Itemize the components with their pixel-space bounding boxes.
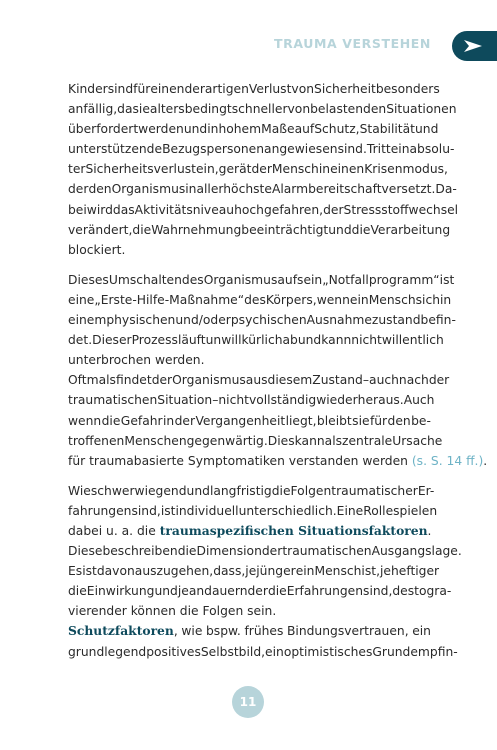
word: hohem — [218, 122, 262, 137]
word: und — [297, 333, 322, 348]
word: optimistisches — [283, 644, 373, 659]
word: nicht — [351, 333, 382, 348]
word: hochgefahren, — [234, 202, 324, 217]
text-line — [68, 119, 439, 139]
text-segment: für traumabasierte Symptomatiken verstanden werden — [68, 453, 412, 468]
paragraph-1 — [68, 79, 459, 260]
word: sind. — [337, 142, 367, 157]
word: einem — [68, 313, 107, 328]
word: Verlust — [248, 82, 292, 96]
word: „Erste-Hilfe-Maßnahme“ — [94, 292, 245, 307]
word: ein — [349, 292, 369, 307]
word: Es — [68, 564, 83, 579]
word: Sicherheit — [314, 82, 376, 96]
word: Krisenmodus, — [364, 162, 448, 177]
word: ab — [282, 333, 298, 348]
word: wenn — [316, 292, 350, 307]
word: heftiger — [390, 564, 440, 579]
word: andauernder — [188, 584, 268, 599]
word: Umschalten — [108, 272, 182, 287]
word: gerät — [218, 162, 252, 177]
word: Mensch — [368, 292, 416, 307]
word: unwillkürlich — [205, 333, 283, 348]
word: je — [379, 564, 391, 579]
word: troffenen — [68, 433, 125, 448]
word: Menschen — [124, 433, 187, 448]
text-segment: dabei u. a. die — [68, 523, 160, 538]
word: Erfahrungen — [286, 584, 364, 599]
word: Dieses — [68, 272, 109, 287]
word: anfällig, — [68, 102, 118, 117]
text-line — [68, 370, 450, 390]
word: Aktivitätsniveau — [134, 202, 235, 217]
word: positives — [146, 644, 201, 659]
word: die — [101, 413, 121, 428]
word: Mensch — [314, 564, 362, 579]
word: der — [323, 202, 344, 217]
word: den — [387, 413, 411, 428]
word: Verarbeitung — [370, 222, 451, 237]
word: Sicherheitsverlust — [85, 162, 196, 177]
word: auf — [277, 272, 298, 287]
word: Einwirkung — [86, 584, 155, 599]
word: liegt, — [285, 413, 317, 428]
word: Ausgangslage. — [371, 544, 462, 559]
word: ein — [412, 624, 431, 639]
paragraph-2 — [68, 270, 488, 471]
text-line — [68, 621, 431, 641]
key-term: traumaspezifischen Situationsfaktoren — [159, 522, 428, 538]
word: Organismus — [111, 182, 186, 197]
word: Maße — [261, 122, 295, 137]
word: Wahrnehmung — [151, 222, 242, 237]
word: auf — [294, 122, 315, 137]
page-reference-link[interactable]: (s. S. 14 ff.) — [411, 453, 484, 468]
word: Dieser — [92, 333, 132, 348]
word: bei — [68, 202, 87, 217]
word: zentrale — [342, 433, 393, 448]
word: Dies — [267, 433, 295, 448]
word: Vergangenheit — [195, 413, 286, 428]
word: als — [324, 433, 343, 448]
word: aus — [245, 373, 268, 388]
word: bspw. — [205, 624, 241, 639]
word: desto — [392, 584, 427, 599]
word: des — [181, 272, 204, 287]
word: den — [88, 182, 112, 197]
word: ein, — [195, 162, 219, 177]
word: schwerwiegend — [90, 483, 187, 498]
word: unterschiedlich. — [238, 503, 337, 518]
word: und — [328, 222, 352, 237]
word: angewiesen — [264, 142, 338, 157]
text-line — [68, 451, 488, 471]
word: absolu- — [409, 142, 455, 157]
arrow-right-icon — [462, 39, 484, 53]
section-header: TRAUMA VERSTEHEN — [273, 36, 431, 51]
word: belastenden — [310, 102, 387, 117]
word: und — [186, 483, 210, 498]
word: nicht — [218, 393, 249, 408]
word: Da- — [435, 182, 457, 197]
word: und/oder — [175, 313, 231, 328]
word: ist, — [361, 564, 380, 579]
word: Situationen — [386, 102, 457, 117]
text-line: vierender können die Folgen sein. — [68, 604, 277, 619]
word: sind, — [363, 584, 393, 599]
word: Zustand — [312, 373, 363, 388]
word: und — [183, 122, 208, 137]
word: allerhöchste — [196, 182, 272, 197]
body-text — [68, 79, 488, 662]
word: die — [271, 483, 291, 498]
word: und — [154, 584, 178, 599]
word: die — [351, 222, 371, 237]
word: Rolle — [363, 503, 394, 518]
word: beeinträchtigt — [241, 222, 329, 237]
word: wieder — [316, 393, 358, 408]
text-line — [68, 411, 431, 431]
word: läuft — [177, 333, 206, 348]
word: , — [173, 624, 178, 639]
word: sein — [297, 272, 323, 287]
word: davon — [96, 564, 135, 579]
word: Körpers, — [265, 292, 317, 307]
word: verändert, — [68, 222, 133, 237]
word: heraus. — [357, 393, 404, 408]
text-line — [68, 521, 431, 541]
word: besonders — [375, 82, 440, 96]
word: frühes — [244, 624, 284, 639]
word: Kinder — [68, 82, 108, 96]
word: wie — [181, 624, 203, 639]
word: befin- — [420, 313, 456, 328]
text-line: unterbrochen werden. — [68, 353, 205, 368]
word: werden — [138, 122, 184, 137]
word: Situation — [157, 393, 213, 408]
word: derartigen — [184, 82, 249, 96]
word: das — [112, 202, 135, 217]
word: einen — [150, 82, 185, 96]
word: Tritt — [366, 142, 391, 157]
word: Schutz, — [314, 122, 360, 137]
word: dass, — [213, 564, 246, 579]
word: wenn — [68, 413, 102, 428]
word: ein — [295, 564, 315, 579]
word: – — [212, 393, 219, 408]
word: der — [428, 373, 450, 388]
word: Prozess — [131, 333, 178, 348]
next-page-tab[interactable] — [452, 31, 497, 61]
word: gra- — [426, 584, 452, 599]
word: ein — [265, 644, 284, 659]
word: der — [251, 162, 272, 177]
word: die — [68, 584, 87, 599]
word: in — [440, 292, 452, 307]
text-line — [68, 290, 452, 310]
word: gegenwärtig. — [186, 433, 268, 448]
word: sie — [352, 413, 370, 428]
word: „Notfallprogramm“ — [322, 272, 440, 287]
word: bleibt — [316, 413, 352, 428]
word: diesem — [267, 373, 313, 388]
word: Auch — [403, 393, 435, 408]
word: kann — [321, 333, 352, 348]
text-segment: . — [483, 453, 488, 468]
text-line — [68, 99, 457, 119]
text-line — [68, 310, 456, 330]
word: sind, — [131, 503, 161, 518]
paragraph-3 — [68, 481, 462, 662]
word: grundlegend — [68, 644, 147, 659]
word: überfordert — [68, 122, 139, 137]
text-line: blockiert. — [68, 242, 126, 257]
word: die — [267, 584, 287, 599]
word: des — [244, 292, 266, 307]
word: in — [318, 162, 331, 177]
text-line — [68, 581, 452, 601]
word: langfristig — [209, 483, 272, 498]
word: in — [207, 122, 219, 137]
word: in — [163, 413, 175, 428]
word: sie — [132, 102, 150, 117]
word: findet — [115, 373, 152, 388]
text-line — [68, 270, 455, 290]
text-line — [68, 200, 459, 220]
word: Dimension — [196, 544, 262, 559]
word: Organismus — [172, 373, 246, 388]
word: je — [177, 584, 189, 599]
text-segment: . — [427, 523, 432, 538]
word: be- — [411, 413, 431, 428]
word: ter — [68, 162, 86, 177]
word: sich — [415, 292, 441, 307]
word: ist — [439, 272, 455, 287]
word: spielen — [393, 503, 438, 518]
word: Eine — [336, 503, 364, 518]
word: Er- — [417, 483, 435, 498]
word: physischen — [106, 313, 176, 328]
word: auszugehen, — [134, 564, 214, 579]
word: von — [287, 102, 311, 117]
word: det. — [68, 333, 93, 348]
word: Ursache — [392, 433, 443, 448]
word: Wie — [68, 483, 91, 498]
word: sind — [107, 82, 134, 96]
word: der — [174, 413, 196, 428]
word: Selbstbild, — [200, 644, 266, 659]
word: da — [117, 102, 133, 117]
word: unterstützende — [68, 142, 163, 157]
word: für — [133, 82, 151, 96]
text-line — [68, 541, 462, 561]
key-term: Schutzfaktoren — [68, 623, 174, 639]
word: ist — [82, 564, 97, 579]
word: individuell — [175, 503, 239, 518]
word: wird — [86, 202, 113, 217]
word: Organismus — [203, 272, 278, 287]
text-segment — [174, 621, 431, 641]
word: nach — [398, 373, 429, 388]
word: in — [185, 182, 197, 197]
word: auch — [369, 373, 399, 388]
page-number: 11 — [232, 686, 264, 718]
word: versetzt. — [381, 182, 436, 197]
word: Grundempfin- — [372, 644, 458, 659]
word: Gefahr — [120, 413, 163, 428]
word: Ausnahmezustand — [306, 313, 421, 328]
word: traumatischen — [68, 393, 158, 408]
text-line — [68, 390, 435, 410]
word: traumatischer — [331, 483, 418, 498]
word: Folgen — [290, 483, 332, 498]
word: für — [369, 413, 388, 428]
word: kann — [294, 433, 325, 448]
word: der — [151, 373, 173, 388]
text-line — [68, 431, 443, 451]
word: ist — [160, 503, 176, 518]
text-line — [68, 220, 451, 240]
word: jünger — [256, 564, 296, 579]
word: Bindungsvertrauen, — [286, 624, 409, 639]
word: Bezugspersonen — [162, 142, 265, 157]
word: und — [414, 122, 439, 137]
text-line — [68, 179, 457, 199]
word: von — [291, 82, 315, 96]
word: der — [68, 182, 89, 197]
word: beschreiben — [102, 544, 178, 559]
word: Stabilität — [359, 122, 415, 137]
word: je — [245, 564, 257, 579]
word: Alarmbereitschaft — [271, 182, 382, 197]
text-line — [68, 79, 440, 99]
word: eine — [68, 292, 95, 307]
word: schneller — [231, 102, 288, 117]
word: Stressstoffwechsel — [343, 202, 459, 217]
word: psychischen — [230, 313, 307, 328]
word: fahrungen — [68, 503, 132, 518]
text-line — [68, 159, 448, 179]
text-line — [68, 330, 444, 350]
word: willentlich — [381, 333, 444, 348]
word: ein — [390, 142, 410, 157]
word: Oftmals — [68, 373, 116, 388]
word: Mensch — [271, 162, 319, 177]
word: Diese — [68, 544, 103, 559]
text-line — [68, 139, 455, 159]
text-line — [68, 501, 438, 521]
word: einen — [330, 162, 365, 177]
text-line — [68, 642, 458, 662]
word: – — [362, 373, 370, 388]
word: traumatischen — [282, 544, 372, 559]
word: die — [132, 222, 152, 237]
text-line — [68, 561, 440, 581]
word: vollständig — [248, 393, 317, 408]
text-line — [68, 481, 435, 501]
word: die — [177, 544, 197, 559]
word: altersbedingt — [149, 102, 232, 117]
word: der — [261, 544, 283, 559]
